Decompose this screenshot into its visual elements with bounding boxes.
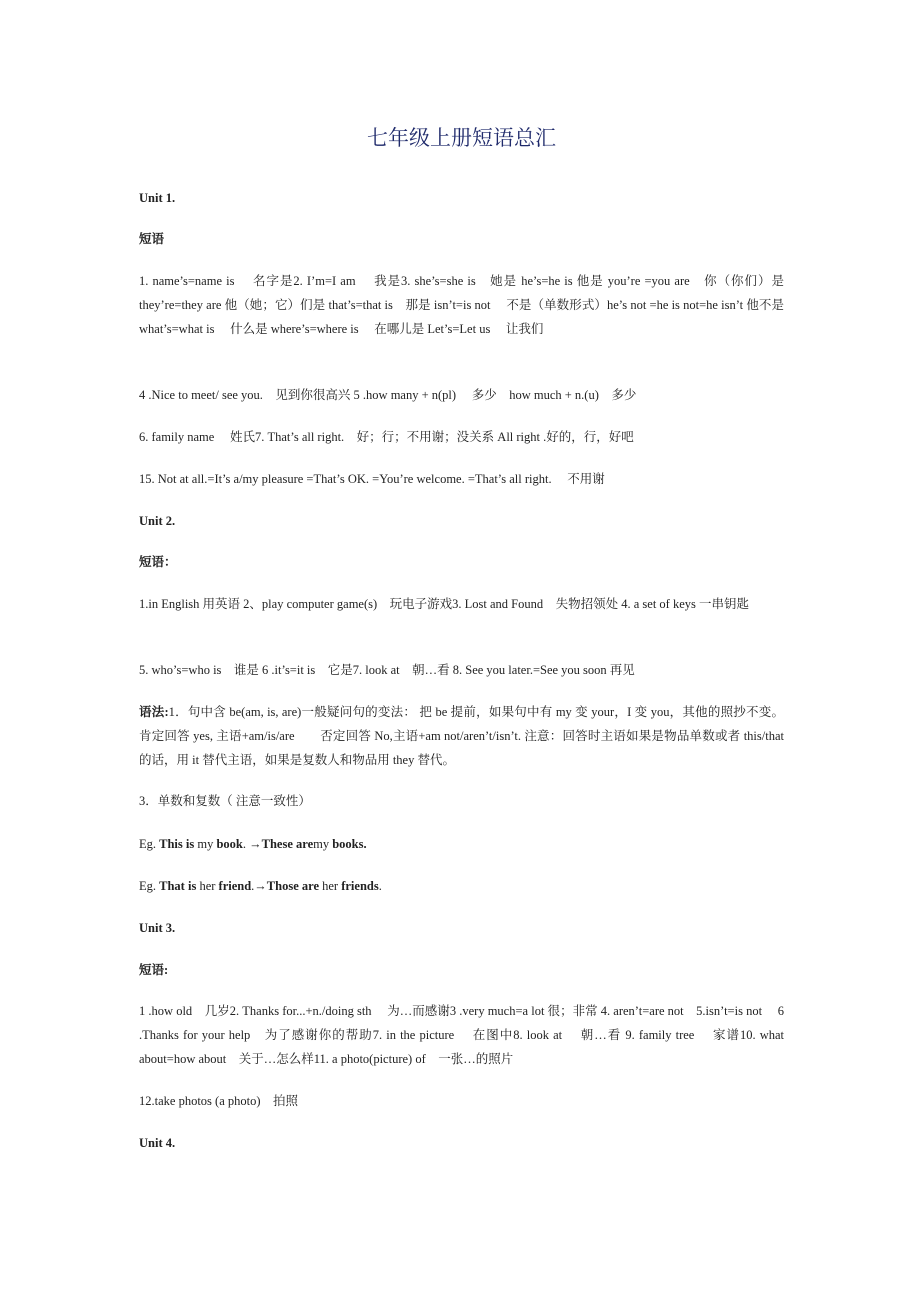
eg-text: .→: [251, 879, 267, 893]
eg-lead: Eg.: [139, 837, 160, 851]
eg-bold: This is: [159, 837, 195, 851]
unit2-paragraph-1: 1.in English 用英语 2、play computer game(s) 玩电子游戏3. Lost and Found 失物招领处 4. a set of keys 一串钥匙: [139, 597, 750, 611]
eg-bold: books.: [332, 837, 367, 851]
unit1-paragraph-3: 6. family name 姓氏7. That’s all right. 好；行；不用谢；没关系 All right .好的，行，好吧: [139, 430, 634, 444]
unit3-paragraph-1: 1 .how old 几岁2. Thanks for...+n./doing sth 为…而感谢3 .very much=a lot 很；非常 4. aren’t=are not 5.isn’t=is not 6 .Thanks for your help 为了感谢你的帮助7. in the picture 在图中8. look at 朝…看 9. family tree 家谱10. what about=how about 关于…怎么样11. a photo(picture) of 一张…的照片: [139, 1004, 784, 1066]
unit2-paragraph-2: 5. who’s=who is 谁是 6 .it’s=it is 它是7. look at 朝…看 8. See you later.=See you soon 再见: [139, 663, 635, 677]
grammar-label: 语法:: [139, 705, 169, 719]
unit2-grammar: [139, 700, 784, 772]
eg-bold: These are: [261, 837, 314, 851]
unit2-paragraph-3: 3．单数和复数（ 注意一致性）: [139, 794, 311, 808]
unit2-heading: Unit 2.: [139, 514, 176, 528]
unit1-heading: Unit 1.: [139, 191, 176, 205]
eg-bold: book: [216, 837, 243, 851]
eg-bold: That is: [159, 879, 197, 893]
eg-bold: friends: [341, 879, 379, 893]
unit1-paragraph-2: 4 .Nice to meet/ see you. 见到你很高兴 5 .how many + n(pl) 多少 how much + n.(u) 多少: [139, 388, 637, 402]
eg-text: . →: [242, 837, 262, 851]
unit4-heading: Unit 4.: [139, 1136, 176, 1150]
eg-lead: Eg.: [139, 879, 160, 893]
eg-bold: Those are: [266, 879, 319, 893]
eg-text: her: [319, 879, 342, 893]
eg-text: my: [313, 837, 333, 851]
unit3-paragraph-2: 12.take photos (a photo) 拍照: [139, 1094, 299, 1108]
unit1-paragraph-4: 15. Not at all.=It’s a/my pleasure =That’s OK. =You’re welcome. =That’s all right. 不用谢: [139, 472, 605, 486]
unit3-heading: Unit 3.: [139, 921, 176, 935]
unit3-subheading: 短语:: [139, 963, 169, 977]
eg-bold: friend: [218, 879, 252, 893]
eg-text: my: [194, 837, 217, 851]
eg-text: her: [196, 879, 219, 893]
grammar-text: 1．句中含 be(am, is, are)一般疑问句的变法： 把 be 提前，如果句中有 my 变 your，I 变 you，其他的照抄不变。肯定回答 yes, 主语+am/is/are 否定回答 No,主语+am not/aren’t/isn’t. 注意：回答时主语如果是物品单数或者 this/that 的话，用 it 替代主语，如果是复数人和物品用 they 替代。: [139, 705, 784, 767]
unit2-example-1: [139, 832, 784, 856]
eg-text: .: [378, 879, 382, 893]
unit2-example-2: [139, 874, 784, 898]
unit1-subheading: 短语: [139, 232, 165, 246]
unit1-paragraph-1: 1. name’s=name is 名字是2. I’m=I am 我是3. she’s=she is 她是 he’s=he is 他是 you’re =you are 你（你们）是 they’re=they are 他（她；它）们是 that’s=that is 那是 isn’t=is not 不是（单数形式）he’s not =he is not=he isn’t 他不是 what’s=what is 什么是 where’s=where is 在哪儿是 Let’s=Let us 让我们: [139, 274, 784, 336]
unit2-subheading: 短语：: [139, 555, 177, 569]
page-title: 七年级上册短语总汇: [367, 126, 556, 150]
